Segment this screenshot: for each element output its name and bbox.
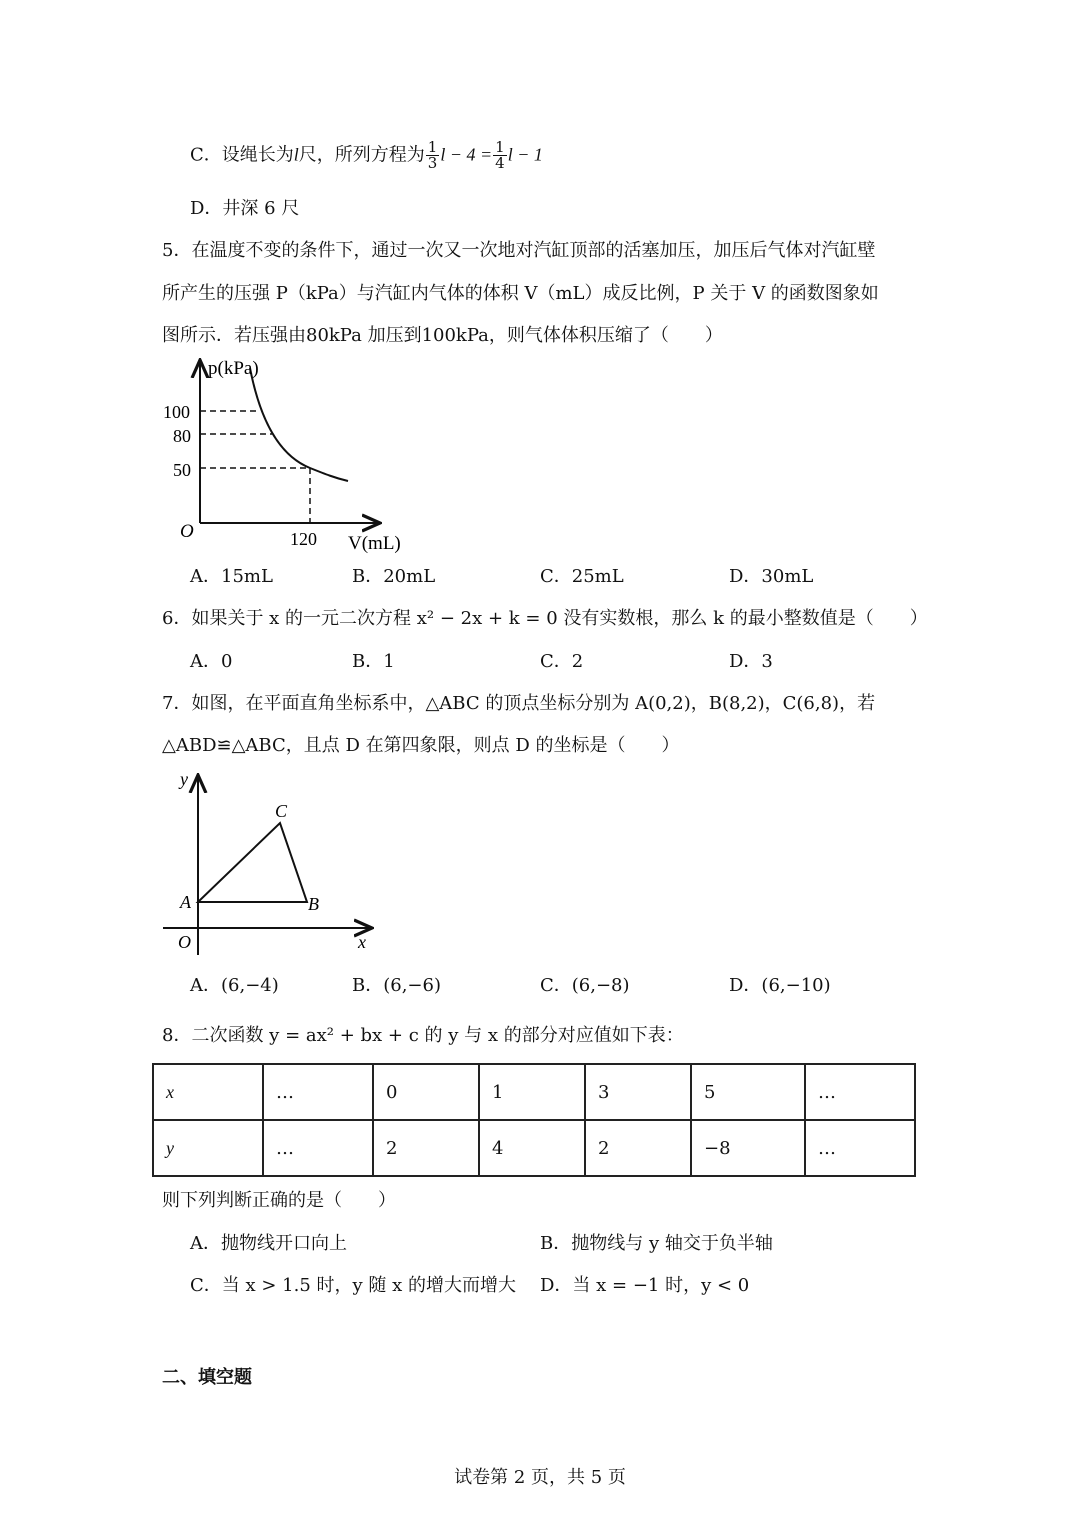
tick-50: 50 xyxy=(173,460,191,480)
table-cell: 1 xyxy=(479,1064,585,1120)
q7-option-b: B．(6,−6) xyxy=(352,975,441,996)
triangle-abc xyxy=(198,823,307,902)
q4-option-c xyxy=(190,140,543,171)
origin-label: O xyxy=(180,521,194,542)
q4-option-d: D．井深 6 尺 xyxy=(190,198,300,219)
q5-stem-line2: 所产生的压强 P（kPa）与汽缸内气体的体积 V（mL）成反比例，P 关于 V 的函数图象如 xyxy=(162,283,879,304)
table-cell: … xyxy=(805,1120,915,1176)
section-heading: 二、填空题 xyxy=(162,1367,252,1388)
q8-option-a: A．抛物线开口向上 xyxy=(190,1233,347,1254)
frac-num: 1 xyxy=(495,138,505,156)
q6-option-b: B．1 xyxy=(352,651,395,672)
q8-stem: 8．二次函数 y = ax² + bx + c 的 y 与 x 的部分对应值如下表： xyxy=(162,1025,684,1046)
frac-den: 3 xyxy=(427,154,438,172)
hyperbola-curve xyxy=(250,368,348,481)
q4-option-c-text2: 尺，所列方程为 xyxy=(298,144,425,166)
q8-value-table xyxy=(152,1063,916,1177)
q7-stem-line2: △ABD≌△ABC，且点 D 在第四象限，则点 D 的坐标是（ ） xyxy=(162,735,680,756)
q7-y-label: y xyxy=(180,769,188,789)
q4-eq-mid: l − 4 = xyxy=(440,144,493,165)
table-cell: 0 xyxy=(373,1064,479,1120)
q6-option-d: D．3 xyxy=(729,651,773,672)
table-row-y xyxy=(153,1120,915,1176)
x-axis-label: V(mL) xyxy=(348,533,401,554)
q6-stem: 6．如果关于 x 的一元二次方程 x² − 2x + k = 0 没有实数根，那么 k 的最小整数值是（ ） xyxy=(162,608,928,629)
table-cell: … xyxy=(263,1064,373,1120)
table-cell: 2 xyxy=(585,1120,691,1176)
q5-option-c: C．25mL xyxy=(540,566,624,587)
q5-option-d: D．30mL xyxy=(729,566,814,587)
tick-120: 120 xyxy=(290,529,317,549)
table-cell: y xyxy=(153,1120,263,1176)
point-c-label: C xyxy=(275,801,288,821)
q8-option-c: C．当 x > 1.5 时，y 随 x 的增大而增大 xyxy=(190,1275,517,1296)
q4-option-c-var: l xyxy=(293,144,299,165)
frac-num: 1 xyxy=(427,138,438,156)
q8-prompt: 则下列判断正确的是（ ） xyxy=(162,1190,396,1211)
q7-coordinate-figure xyxy=(155,765,385,960)
q4-eq-end: l − 1 xyxy=(507,144,543,165)
q5-option-b: B．20mL xyxy=(352,566,436,587)
table-cell: 2 xyxy=(373,1120,479,1176)
q6-option-c: C．2 xyxy=(540,651,584,672)
table-cell: 3 xyxy=(585,1064,691,1120)
y-axis-label: p(kPa) xyxy=(208,358,259,379)
page-footer: 试卷第 2 页，共 5 页 xyxy=(454,1467,626,1488)
table-cell: −8 xyxy=(691,1120,805,1176)
q8-option-b: B．抛物线与 y 轴交于负半轴 xyxy=(540,1233,773,1254)
table-cell: 5 xyxy=(691,1064,805,1120)
table-cell: x xyxy=(153,1064,263,1120)
q6-option-a: A．0 xyxy=(190,651,233,672)
q7-option-c: C．(6,−8) xyxy=(540,975,630,996)
point-a-label: A xyxy=(180,892,191,912)
tick-80: 80 xyxy=(173,426,191,446)
table-cell: … xyxy=(263,1120,373,1176)
table-cell: 4 xyxy=(479,1120,585,1176)
table-cell: … xyxy=(805,1064,915,1120)
tick-100: 100 xyxy=(163,402,190,422)
q7-origin-label: O xyxy=(178,932,191,952)
q7-option-a: A．(6,−4) xyxy=(190,975,279,996)
point-b-label: B xyxy=(308,894,319,914)
q5-stem-line1: 5．在温度不变的条件下，通过一次又一次地对汽缸顶部的活塞加压，加压后气体对汽缸壁 xyxy=(162,240,876,261)
q5-stem-line3: 图所示．若压强由80kPa 加压到100kPa，则气体体积压缩了（ ） xyxy=(162,325,723,346)
q8-option-d: D．当 x = −1 时，y < 0 xyxy=(540,1275,750,1296)
q5-option-a: A．15mL xyxy=(190,566,273,587)
fraction-1-3 xyxy=(426,140,440,171)
q5-inverse-proportion-graph xyxy=(150,350,430,560)
fraction-1-4 xyxy=(493,140,507,171)
frac-den: 4 xyxy=(495,154,505,172)
q7-stem-line1: 7．如图，在平面直角坐标系中，△ABC 的顶点坐标分别为 A(0,2)，B(8,2)，C(6,8)，若 xyxy=(162,693,876,714)
table-row-x xyxy=(153,1064,915,1120)
q7-option-d: D．(6,−10) xyxy=(729,975,831,996)
q4-option-c-text: C．设绳长为 xyxy=(190,144,294,166)
q7-x-label: x xyxy=(358,932,366,952)
